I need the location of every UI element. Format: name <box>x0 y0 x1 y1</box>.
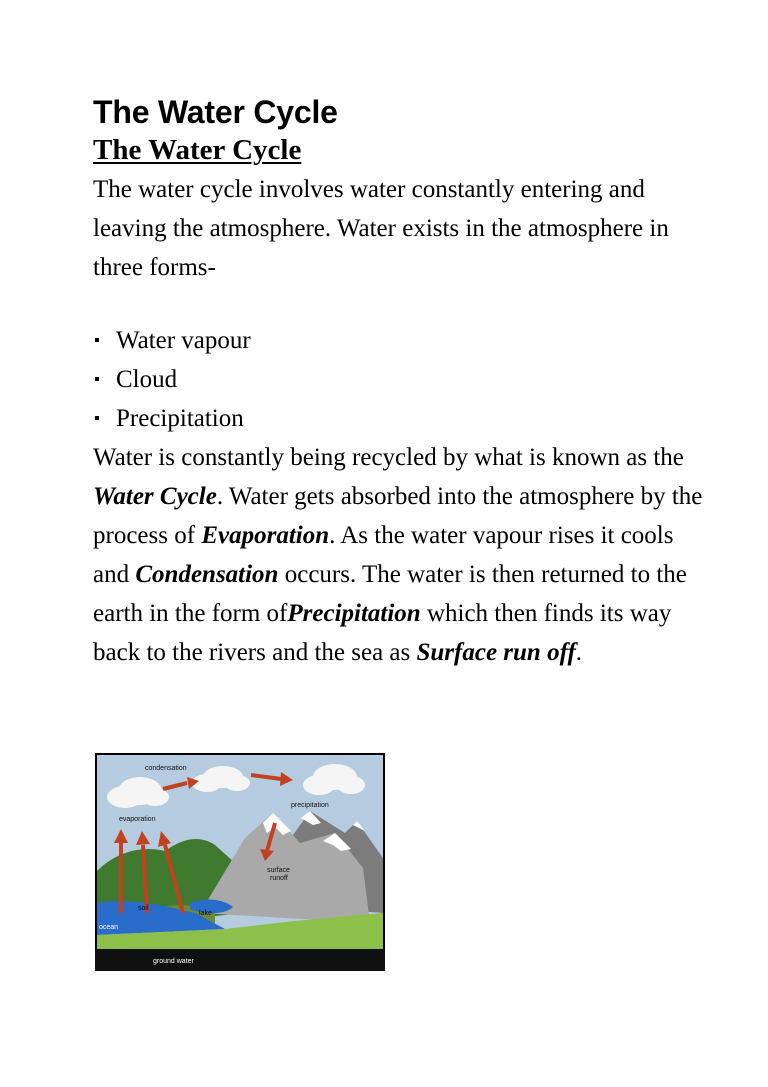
label-ocean: ocean <box>99 924 119 931</box>
keyword-precipitation: Precipitation <box>287 600 421 627</box>
keyword-water-cycle: Water Cycle <box>93 483 217 510</box>
bullet-icon <box>95 416 99 420</box>
water-cycle-diagram <box>95 753 385 971</box>
section-heading: The Water Cycle <box>93 134 302 166</box>
label-surface: surface <box>267 867 290 874</box>
label-lake: lake <box>199 910 212 917</box>
bullet-icon <box>95 377 99 381</box>
bullet-icon <box>95 338 99 342</box>
keyword-condensation: Condensation <box>135 561 279 588</box>
list-item: Precipitation <box>93 399 713 438</box>
document-page <box>93 92 713 672</box>
page-title: The Water Cycle <box>93 94 338 130</box>
label-precipitation: precipitation <box>291 802 329 809</box>
label-runoff: runoff <box>270 875 288 882</box>
intro-paragraph: The water cycle involves water constantly entering and leaving the atmosphere. Water exists in the atmosphere in three forms- <box>93 176 669 281</box>
label-soil: soil <box>138 905 149 912</box>
list-item: Cloud <box>93 360 713 399</box>
forms-list <box>93 321 713 438</box>
list-item: Water vapour <box>93 321 713 360</box>
label-evaporation: evaporation <box>119 816 156 823</box>
keyword-surface-run-off: Surface run off <box>416 639 576 666</box>
label-ground-water: ground water <box>153 958 194 965</box>
keyword-evaporation: Evaporation <box>201 522 330 549</box>
body-paragraph: Water is constantly being recycled by what is known as the Water Cycle. Water gets absorbed into the atmosphere by the process of Evaporation. As the water vapour rises it cools and Condensation occurs. The water is then returned to the earth in the form ofPrecipitation which then finds its way back to the rivers and the sea as Surface run off. <box>93 444 703 666</box>
ground-water-layer <box>95 949 385 971</box>
label-condensation: condensation <box>145 765 187 772</box>
